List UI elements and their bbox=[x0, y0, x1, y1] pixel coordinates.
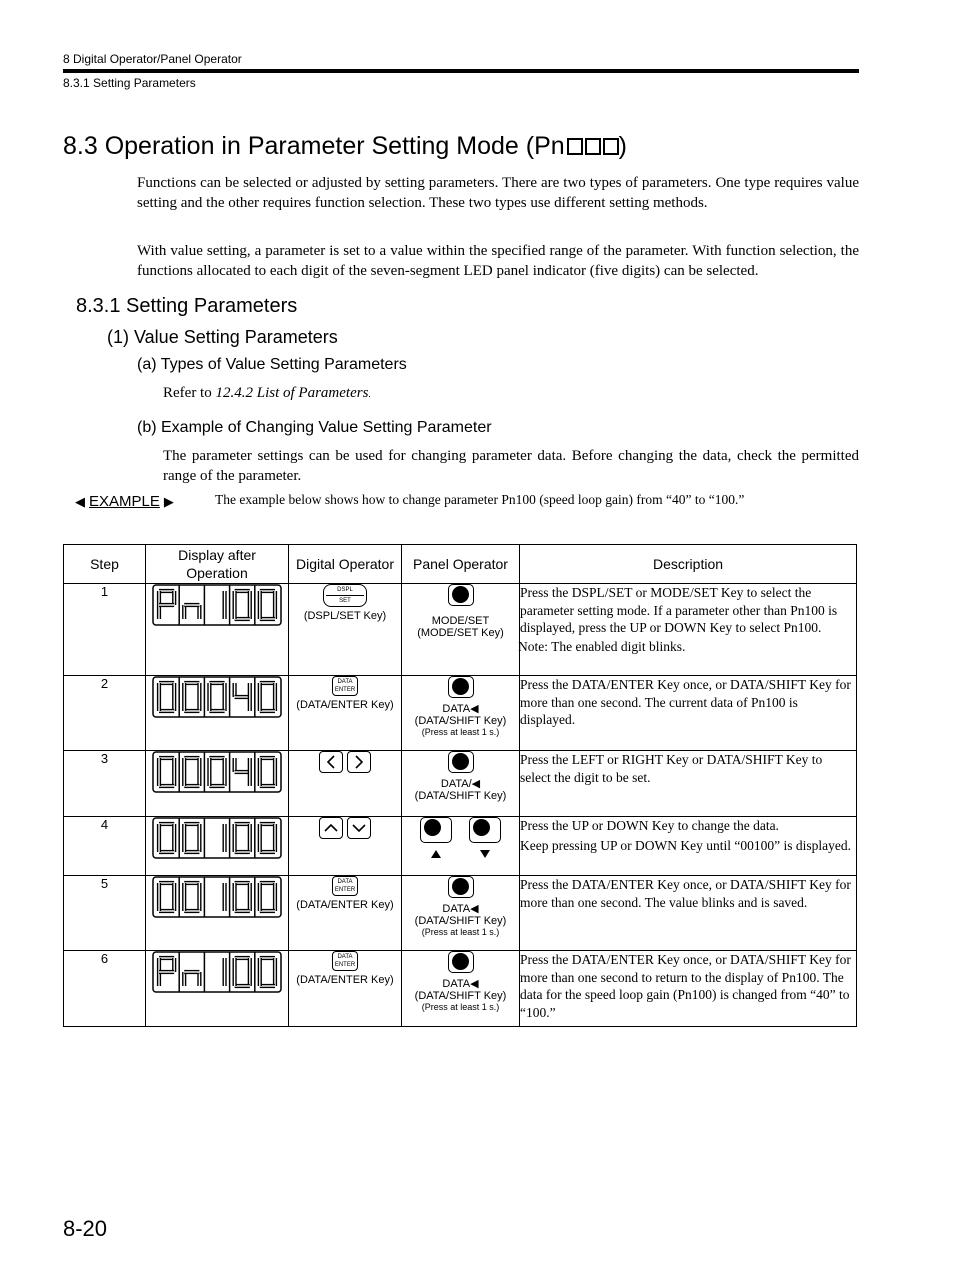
chevron-up-icon bbox=[325, 825, 337, 831]
left-arrow-icon: ◀ bbox=[470, 903, 479, 915]
panel-operator-cell bbox=[402, 676, 520, 751]
placeholder-box-icon bbox=[585, 138, 601, 155]
seven-segment-digit bbox=[159, 683, 174, 711]
seven-segment-digit bbox=[159, 591, 174, 619]
refer-prefix: Refer to bbox=[163, 385, 216, 401]
step-number: 5 bbox=[64, 876, 146, 951]
press-note: (Press at least 1 s.) bbox=[421, 927, 500, 937]
step-number: 6 bbox=[64, 951, 146, 1027]
description-text: Press the DATA/ENTER Key once, or DATA/SHIFT Key for more than one second to return to the display of Pn100. The data for the speed loop gain (Pn100) is changed from “40” to “100.” bbox=[520, 952, 851, 1020]
panel-operator-cell bbox=[402, 951, 520, 1027]
page-title-close: ) bbox=[618, 132, 627, 160]
chevron-right-icon bbox=[356, 756, 362, 768]
data-shift-button[interactable] bbox=[448, 676, 474, 698]
intro-paragraph-2: With value setting, a parameter is set to a value within the specified range of the parameter. With function selection, the functions allocated to each digit of the seven-segment LED panel indicator (five digits) can be selected. bbox=[137, 243, 859, 279]
refer-suffix: . bbox=[368, 389, 371, 399]
digital-operator-cell bbox=[289, 584, 402, 676]
header-description: Description bbox=[520, 545, 857, 584]
seven-segment-digit bbox=[184, 824, 199, 852]
left-arrow-icon: ◀ bbox=[470, 703, 479, 715]
key-bottom-label: ENTER bbox=[334, 687, 356, 693]
description-cell bbox=[520, 951, 857, 1027]
header-rule bbox=[63, 69, 859, 73]
seven-segment-digit bbox=[235, 591, 250, 619]
down-button[interactable] bbox=[469, 817, 501, 843]
step-number: 1 bbox=[64, 584, 146, 676]
seven-segment-digit bbox=[209, 758, 224, 786]
panel-key-label: MODE/SET bbox=[431, 615, 490, 627]
digital-operator-cell bbox=[289, 876, 402, 951]
example-tag bbox=[75, 493, 174, 510]
description-cell bbox=[520, 676, 857, 751]
data-shift-button[interactable] bbox=[448, 951, 474, 973]
subsection-heading: (1) Value Setting Parameters bbox=[107, 327, 338, 347]
sub-a-heading: (a) Types of Value Setting Parameters bbox=[137, 356, 407, 373]
panel-key-text: DATA bbox=[442, 903, 471, 915]
seven-segment-digit bbox=[260, 824, 275, 852]
down-key[interactable] bbox=[347, 817, 371, 839]
data-enter-key[interactable] bbox=[332, 951, 358, 971]
header-step: Step bbox=[64, 545, 146, 584]
page-title bbox=[63, 132, 627, 161]
led-display bbox=[152, 751, 282, 793]
data-shift-button[interactable] bbox=[448, 876, 474, 898]
key-bottom-label: SET bbox=[339, 598, 351, 604]
display-cell bbox=[146, 817, 289, 876]
left-key[interactable] bbox=[319, 751, 343, 773]
key-bottom-label: ENTER bbox=[334, 887, 356, 893]
panel-key-label bbox=[402, 978, 519, 990]
key-top-label: DSPL bbox=[337, 587, 353, 593]
up-button-group bbox=[420, 817, 452, 859]
refer-link[interactable]: 12.4.2 List of Parameters bbox=[215, 385, 369, 401]
left-arrow-icon: ◀ bbox=[471, 778, 481, 790]
digital-operator-cell bbox=[289, 817, 402, 876]
panel-key-label bbox=[402, 703, 519, 715]
placeholder-box-icon bbox=[567, 138, 583, 155]
digital-operator-cell bbox=[289, 751, 402, 817]
description-note: Note: The enabled digit blinks. bbox=[518, 638, 686, 654]
intro-paragraph-1: Functions can be selected or adjusted by setting parameters. There are two types of parameters. One type requires value setting and the other requires function selection. These two types use different setting methods. bbox=[137, 175, 859, 211]
right-triangle-icon: ▶ bbox=[163, 493, 174, 509]
panel-operator-cell bbox=[402, 817, 520, 876]
seven-segment-digit bbox=[159, 883, 174, 911]
header-display: Display after Operation bbox=[146, 545, 289, 584]
key-top-label: DATA bbox=[337, 879, 353, 885]
description-cell bbox=[520, 751, 857, 817]
table-row bbox=[64, 876, 857, 951]
led-display bbox=[152, 876, 282, 918]
dspl-set-key[interactable] bbox=[323, 584, 367, 607]
section-heading: 8.3.1 Setting Parameters bbox=[76, 295, 298, 317]
data-enter-key[interactable] bbox=[332, 676, 358, 696]
press-note: (Press at least 1 s.) bbox=[421, 727, 500, 737]
panel-key-caption: (DATA/SHIFT Key) bbox=[414, 990, 507, 1002]
chevron-down-icon bbox=[353, 825, 365, 831]
placeholder-box-icon bbox=[603, 138, 619, 155]
seven-segment-digit bbox=[235, 683, 250, 711]
panel-key-label bbox=[402, 903, 519, 915]
display-cell bbox=[146, 584, 289, 676]
key-bottom-label: ENTER bbox=[334, 962, 356, 968]
display-cell bbox=[146, 751, 289, 817]
display-cell bbox=[146, 876, 289, 951]
panel-key-caption: (DATA/SHIFT Key) bbox=[414, 715, 507, 727]
up-triangle-icon bbox=[430, 849, 442, 859]
led-display bbox=[152, 676, 282, 718]
description-text: Press the LEFT or RIGHT Key or DATA/SHIFT Key to select the digit to be set. bbox=[520, 752, 823, 785]
table-row bbox=[64, 951, 857, 1027]
data-enter-key[interactable] bbox=[332, 876, 358, 896]
panel-key-text: DATA/ bbox=[440, 778, 472, 790]
left-arrow-icon: ◀ bbox=[470, 978, 479, 990]
key-caption: (DATA/ENTER Key) bbox=[296, 974, 394, 986]
display-cell bbox=[146, 676, 289, 751]
seven-segment-digit bbox=[260, 758, 275, 786]
led-display bbox=[152, 817, 282, 859]
seven-segment-digit bbox=[260, 591, 275, 619]
digital-operator-cell bbox=[289, 676, 402, 751]
led-display bbox=[152, 951, 282, 993]
header-section: 8.3.1 Setting Parameters bbox=[63, 76, 196, 90]
seven-segment-digit bbox=[184, 972, 199, 986]
right-key[interactable] bbox=[347, 751, 371, 773]
steps-table bbox=[63, 544, 857, 1027]
key-caption: (DATA/ENTER Key) bbox=[296, 699, 394, 711]
chevron-left-icon bbox=[328, 756, 334, 768]
description-text: Press the DATA/ENTER Key once, or DATA/SHIFT Key for more than one second. The current data of Pn100 is displayed. bbox=[520, 677, 851, 727]
step-number: 3 bbox=[64, 751, 146, 817]
description-text: Press the DSPL/SET or MODE/SET Key to select the parameter setting mode. If a parameter other than Pn100 is displayed, press the UP or DOWN Key to select Pn100. bbox=[520, 585, 838, 635]
seven-segment-digit bbox=[235, 824, 250, 852]
panel-operator-cell bbox=[402, 876, 520, 951]
data-shift-button[interactable] bbox=[448, 751, 474, 773]
sub-b-heading: (b) Example of Changing Value Setting Parameter bbox=[137, 419, 492, 436]
example-label: EXAMPLE bbox=[89, 493, 160, 510]
seven-segment-digit bbox=[184, 683, 199, 711]
left-triangle-icon: ◀ bbox=[75, 493, 85, 509]
header-digital-operator: Digital Operator bbox=[289, 545, 402, 584]
description-text: Press the UP or DOWN Key to change the data. bbox=[520, 818, 779, 833]
panel-key-text: DATA bbox=[442, 703, 471, 715]
seven-segment-digit bbox=[159, 758, 174, 786]
table-header-row bbox=[64, 545, 857, 584]
reference-line bbox=[163, 385, 371, 402]
down-triangle-icon bbox=[479, 849, 491, 859]
panel-key-text: DATA bbox=[442, 978, 471, 990]
key-top-label: DATA bbox=[337, 954, 353, 960]
description-text: Keep pressing UP or DOWN Key until “00100” is displayed. bbox=[520, 837, 851, 853]
step-number: 4 bbox=[64, 817, 146, 876]
header-chapter: 8 Digital Operator/Panel Operator bbox=[63, 52, 242, 66]
table-row bbox=[64, 817, 857, 876]
description-cell bbox=[520, 876, 857, 951]
table-row bbox=[64, 751, 857, 817]
mode-set-button[interactable] bbox=[448, 584, 474, 606]
key-caption: (DSPL/SET Key) bbox=[303, 610, 387, 622]
up-key[interactable] bbox=[319, 817, 343, 839]
down-button-group bbox=[469, 817, 501, 859]
seven-segment-digit bbox=[209, 683, 224, 711]
seven-segment-digit bbox=[235, 883, 250, 911]
seven-segment-digit bbox=[235, 758, 250, 786]
sub-b-paragraph: The parameter settings can be used for changing parameter data. Before changing the data, check the permitted range of the parameter. bbox=[163, 448, 859, 484]
seven-segment-digit bbox=[184, 883, 199, 911]
step-number: 2 bbox=[64, 676, 146, 751]
header-panel-operator: Panel Operator bbox=[402, 545, 520, 584]
seven-segment-digit bbox=[260, 883, 275, 911]
description-text: Press the DATA/ENTER Key once, or DATA/SHIFT Key for more than one second. The value blinks and is saved. bbox=[520, 877, 851, 910]
key-top-label: DATA bbox=[337, 679, 353, 685]
key-caption: (DATA/ENTER Key) bbox=[296, 899, 394, 911]
panel-key-label bbox=[402, 778, 519, 790]
seven-segment-digit bbox=[260, 958, 275, 986]
panel-operator-cell bbox=[402, 751, 520, 817]
seven-segment-digit bbox=[184, 758, 199, 786]
press-note: (Press at least 1 s.) bbox=[421, 1002, 500, 1012]
seven-segment-digit bbox=[159, 824, 174, 852]
page-title-text: 8.3 Operation in Parameter Setting Mode (Pn bbox=[63, 132, 565, 160]
led-display bbox=[152, 584, 282, 626]
key-divider bbox=[326, 595, 364, 596]
seven-segment-digit bbox=[159, 958, 174, 986]
table-row bbox=[64, 584, 857, 676]
digital-operator-cell bbox=[289, 951, 402, 1027]
seven-segment-digit bbox=[184, 605, 199, 619]
description-cell bbox=[520, 817, 857, 876]
description-cell bbox=[520, 584, 857, 676]
panel-operator-cell bbox=[402, 584, 520, 676]
page-number: 8-20 bbox=[63, 1216, 108, 1241]
panel-key-caption: (DATA/SHIFT Key) bbox=[414, 790, 507, 802]
seven-segment-digit bbox=[235, 958, 250, 986]
up-button[interactable] bbox=[420, 817, 452, 843]
panel-key-caption: (MODE/SET Key) bbox=[417, 627, 504, 639]
example-text: The example below shows how to change parameter Pn100 (speed loop gain) from “40” to “100.” bbox=[215, 492, 745, 507]
panel-key-caption: (DATA/SHIFT Key) bbox=[414, 915, 507, 927]
display-cell bbox=[146, 951, 289, 1027]
seven-segment-digit bbox=[260, 683, 275, 711]
table-row bbox=[64, 676, 857, 751]
